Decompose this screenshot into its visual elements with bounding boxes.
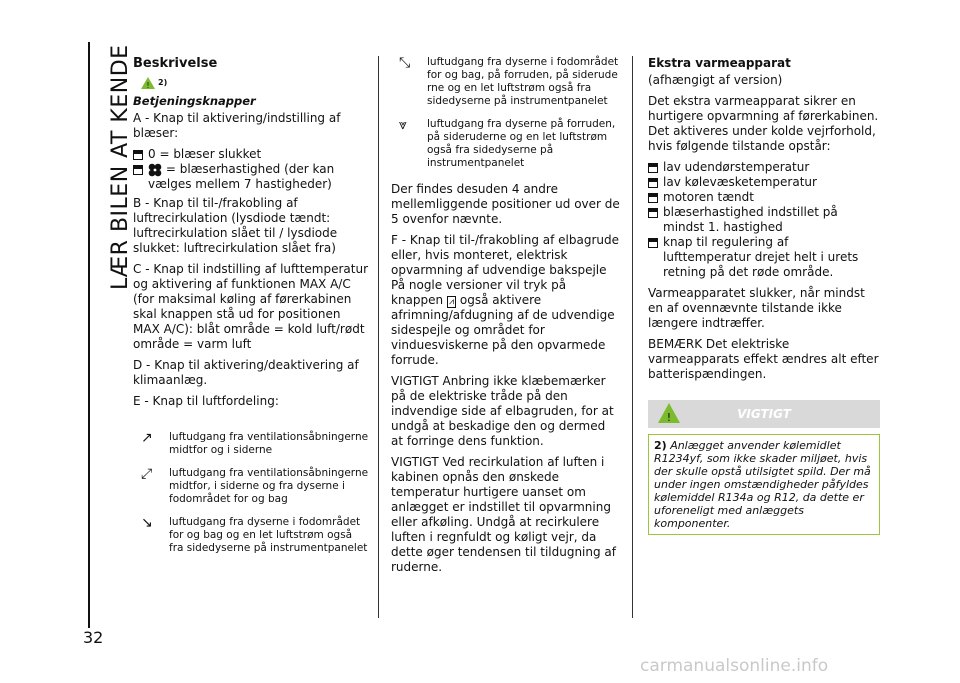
bullet-item: knap til regulering af lufttemperatur drejet helt i urets retning på det røde område. — [648, 235, 880, 280]
paragraph-a: A - Knap til aktivering/indstilling af blæser: — [133, 111, 341, 140]
warning-label: VIGTIGT — [737, 406, 791, 421]
paragraph-d: D - Knap til aktivering/deaktivering af klimaanlæg. — [133, 358, 359, 387]
column-3 — [648, 56, 880, 535]
warning-reference: ! $^{2)}$ — [141, 75, 369, 90]
paragraph: BEMÆRK Det elektriske varmeapparats effekt ændres alt efter batterispændingen. — [648, 337, 879, 381]
svg-text:!: ! — [146, 80, 150, 89]
warning-text: Anlægget anvender kølemidlet R1234yf, som ikke skader miljøet, hvis der skulle opstå utilsigtet spild. Der må under ingen omstændigheder påfyldes kølemiddel R134a og R12, da dette er uforeneligt med anlæggets komponenter. — [654, 439, 871, 530]
column-2 — [391, 56, 621, 581]
bullet-icon — [133, 150, 143, 160]
bullet-icon — [648, 208, 658, 218]
warning-triangle-icon — [658, 403, 680, 423]
paragraph: F - Knap til til-/frakobling af elbagrude eller, hvis monteret, elektrisk opvarmning af udvendige bakspejle På nogle versioner vil tryk på knappen ⩘ også aktivere afrimning/afdugning af de udvendige sidespejle og området for vinduesviskerne på den opvarmede forrude. — [391, 233, 619, 367]
airflow-windscreen-icon: ⩔ — [399, 117, 407, 133]
chapter-rule — [88, 42, 90, 628]
warning-triangle-icon — [141, 77, 155, 89]
distribution-item: ⩔ luftudgang fra dyserne på forruden, på sideruderne og en let luftstrøm også fra sidedyserne på instrumentpanelet — [399, 117, 616, 169]
paragraph: Det ekstra varmeapparat sikrer en hurtigere opvarmning af førerkabinen. Det aktiveres under kolde vejrforhold, hvis følgende tilstande opstår: — [648, 94, 879, 153]
warning-number: 2) — [654, 439, 667, 452]
bullet-icon — [648, 178, 658, 188]
paragraph: Der findes desuden 4 andre mellemliggende positioner ud over de 5 ovenfor nævnte. — [391, 182, 620, 226]
airflow-face-feet-icon: ⤢ — [141, 466, 153, 482]
paragraph-b: B - Knap til til-/frakobling af luftrecirkulation (lysdiode tændt: luftrecirkulation slået til / lysdiode slukket: luftrecirkulation slået fra) — [133, 196, 338, 255]
paragraph: VIGTIGT Anbring ikke klæbemærker på de elektriske tråde på den indvendige side af elbagruden, for at undgå at beskadige den og dermed at forringe dens funktion. — [391, 374, 614, 448]
column-divider — [632, 56, 633, 618]
chapter-title: LÆR BILEN AT KENDE — [108, 44, 133, 290]
page-number: 32 — [83, 628, 104, 647]
svg-text:!: ! — [666, 411, 672, 423]
bullet-item: motoren tændt — [648, 190, 880, 205]
column-1 — [133, 56, 369, 565]
bullet-icon — [648, 163, 658, 173]
airflow-feet-icon: ↘ — [141, 515, 153, 531]
fan-icon — [148, 163, 162, 177]
paragraph-c: C - Knap til indstilling af lufttemperatur og aktivering af funktionen MAX A/C (for maksimal køling af førerkabinen skal knappen stå ud for positionen MAX A/C): blåt område = kold luft/rødt område = varm luft — [133, 262, 369, 351]
airflow-face-icon: ↗ — [141, 430, 153, 446]
distribution-item: ⤢ luftudgang fra ventilationsåbningerne midtfor, i siderne og fra dyserne i fodområdet for og bag — [141, 466, 369, 505]
bullet-item: 0 = blæser slukket — [133, 147, 369, 162]
bullet-icon — [133, 165, 143, 175]
bullet-item: lav kølevæsketemperatur — [648, 175, 880, 190]
warning-banner — [648, 400, 880, 428]
distribution-item: ⤡ luftudgang fra dyserne i fodområdet for og bag, på forruden, på siderude rne og en let luftstrøm også fra sidedyserne på instrumentpanelet — [399, 55, 619, 107]
bullet-item: = blæserhastighed (der kan vælges mellem 7 hastigheder) — [133, 162, 369, 192]
bullet-icon — [648, 238, 658, 248]
paragraph-e: E - Knap til luftfordeling: — [133, 394, 279, 408]
bullet-item: blæserhastighed indstillet på mindst 1. hastighed — [648, 205, 880, 235]
airflow-feet-windscreen-icon: ⤡ — [399, 55, 411, 71]
bullet-icon — [648, 193, 658, 203]
subheading: Betjeningsknapper — [133, 94, 256, 108]
section-heading: Beskrivelse — [133, 56, 218, 71]
rear-defrost-icon: ⩘ — [448, 297, 455, 307]
column-divider — [378, 56, 379, 618]
distribution-item: ↘ luftudgang fra dyserne i fodområdet for og bag og en let luftstrøm også fra sidedyserne på instrumentpanelet — [141, 515, 368, 554]
warning-box — [648, 434, 880, 535]
watermark: carmanualsonline.info — [640, 656, 829, 676]
distribution-item: ↗ luftudgang fra ventilationsåbningerne midtfor og i siderne — [141, 430, 369, 456]
subtitle: (afhængigt af version) — [648, 73, 783, 87]
paragraph: VIGTIGT Ved recirkulation af luften i kabinen opnås den ønskede temperatur hurtigere uanset om anlægget er indstillet til opvarmning eller afkøling. Undgå at recirkulere luften i regnfuldt og køligt vejr, da dette øger tendensen til tildugning af ruderne. — [391, 455, 617, 574]
paragraph: Varmeapparatet slukker, når mindst en af ovennævnte tilstande ikke længere indtræffer. — [648, 286, 865, 330]
section-heading: Ekstra varmeapparat — [648, 56, 791, 70]
bullet-item: lav udendørstemperatur — [648, 160, 880, 175]
